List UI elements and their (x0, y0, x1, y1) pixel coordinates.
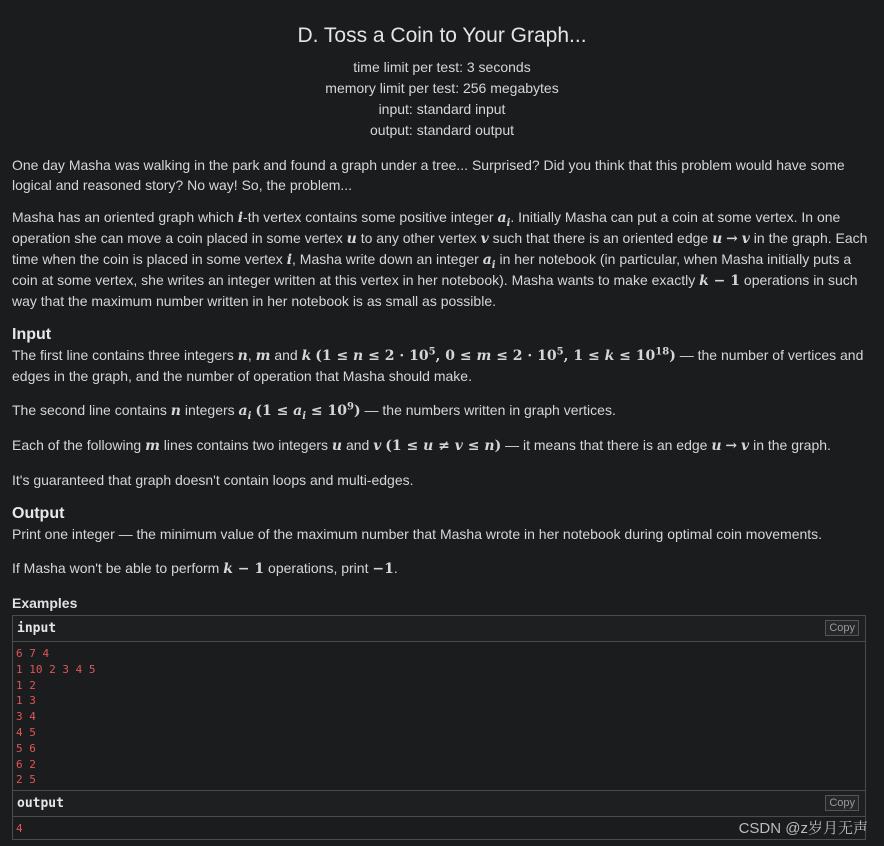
output-file: output: standard output (370, 122, 514, 138)
example-output-text: 4 (16, 822, 23, 836)
statement-paragraph-1: One day Masha was walking in the park and found a graph under a tree... Surprised? Did you think that this problem would have some logical and reasoned story? No way! So, the problem... (12, 157, 845, 193)
example-output-header (13, 791, 865, 817)
output-line-2: If Masha won't be able to perform k − 1 operations, print −1. (12, 560, 398, 577)
input-file: input: standard input (378, 101, 506, 117)
problem-title: D. Toss a Coin to Your Graph... (297, 24, 587, 47)
problem-statement (0, 155, 884, 840)
input-line-3: Each of the following m lines contains two integers u and v (1 ≤ u ≠ v ≤ n) — it means that there is an edge u → v in the graph. (12, 437, 831, 454)
examples-title: Examples (12, 595, 78, 611)
memory-limit: memory limit per test: 256 megabytes (325, 80, 559, 96)
input-line-2: The second line contains n integers $a_i$ $(1 \le a_i \le 10^9)$ — the numbers written in graph vertices. (12, 401, 616, 422)
copy-input-button[interactable]: Copy (825, 620, 859, 636)
csdn-watermark: CSDN @z岁月无声 (738, 820, 868, 837)
copy-output-button[interactable]: Copy (825, 795, 859, 811)
statement-paragraph-2: Masha has an oriented graph which i-th vertex contains some positive integer $a_i$. Initially Masha can put a coin at some vertex. In one operation she can move a coin placed in some vertex u to any other vertex v such that there is an oriented edge u → v in the graph. Each time when the coin is placed in some vertex i, Masha write down an integer $a_i$ in her notebook (in particular, when Masha initially puts a coin at some vertex, she writes an integer written at this vertex in her notebook). Masha wants to make exactly k − 1 operations in such way that the maximum number written in her notebook is as small as possible. (12, 209, 868, 309)
example-input-box (12, 615, 866, 791)
example-output-label: output (17, 796, 64, 812)
problem-header (0, 0, 884, 141)
output-section-title: Output (12, 505, 65, 522)
example-input-text: 6 7 4 1 10 2 3 4 5 1 2 1 3 3 4 4 5 5 6 6 2 2 5 (16, 647, 96, 787)
time-limit: time limit per test: 3 seconds (353, 59, 531, 75)
example-input-header (13, 616, 865, 642)
example-input-label: input (17, 621, 57, 636)
input-section-title: Input (12, 326, 52, 343)
input-line-4: It's guaranteed that graph doesn't contain loops and multi-edges. (12, 472, 414, 488)
input-line-1: The first line contains three integers n, m and k ($1 \le n \le 2 \cdot 10^5$, $0 \le m \le 2 \cdot 10^5$, $1 \le k \le 10^{18}$) — the number of vertices and edges in the graph, and the number of operation that Masha should make. (12, 346, 864, 384)
output-line-1: Print one integer — the minimum value of the maximum number that Masha wrote in her notebook during optimal coin movements. (12, 526, 823, 542)
